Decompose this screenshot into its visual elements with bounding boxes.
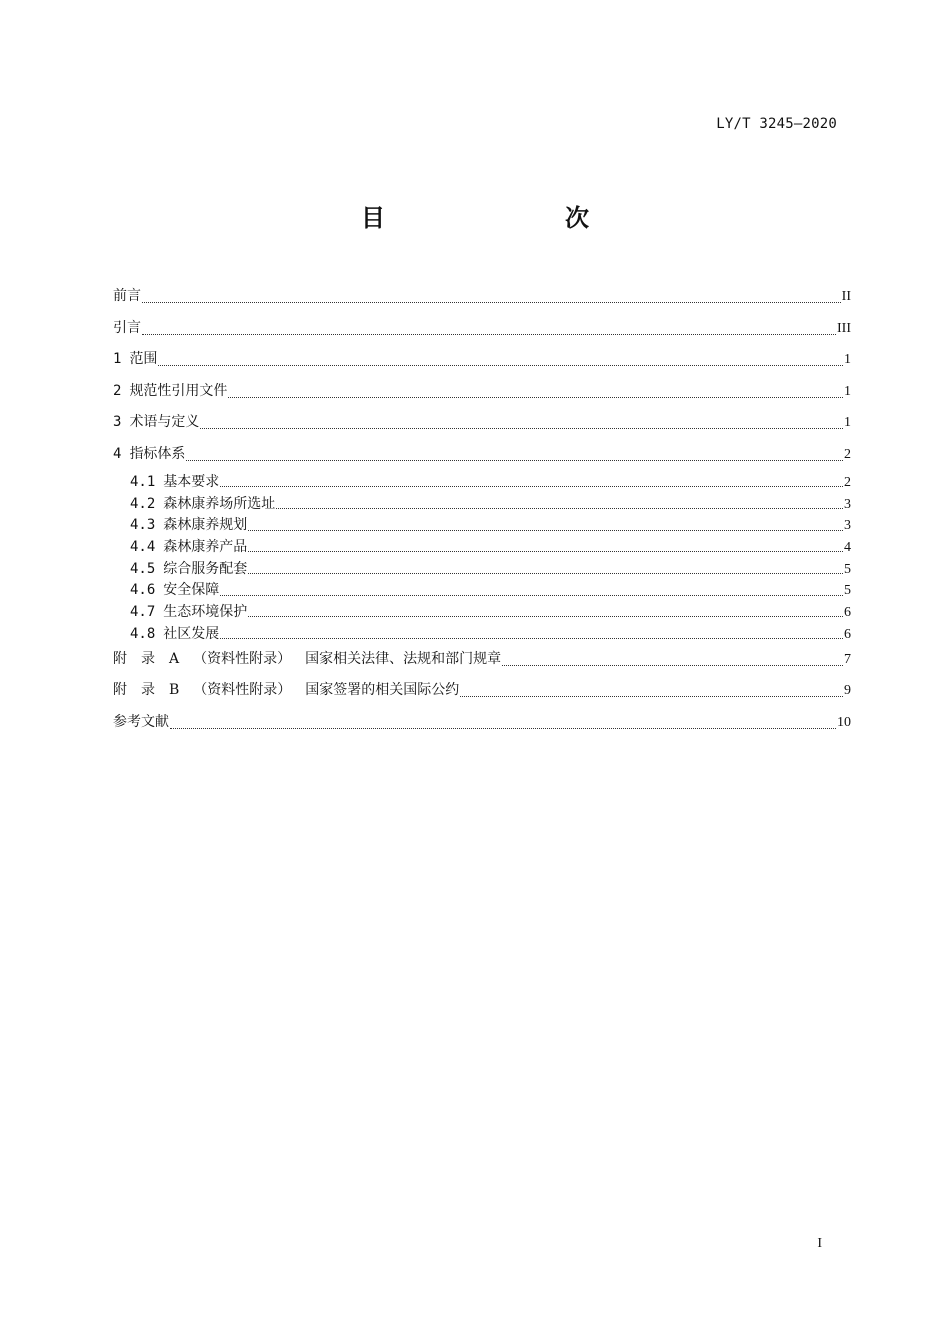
toc-entry-terms[interactable] bbox=[113, 409, 851, 441]
toc-entry-4-7[interactable] bbox=[113, 602, 851, 624]
toc-page-number: 10 bbox=[837, 714, 851, 730]
toc-page-number: 1 bbox=[844, 352, 851, 367]
appendix-title: 国家签署的相关国际公约 bbox=[305, 682, 460, 698]
section-number: 4.3 bbox=[130, 517, 156, 534]
toc-entry-4-3[interactable] bbox=[113, 515, 851, 537]
toc-label bbox=[113, 646, 501, 672]
toc-page-number: II bbox=[841, 289, 851, 304]
section-title: 森林康养产品 bbox=[163, 539, 248, 556]
dot-leader bbox=[220, 638, 843, 639]
toc-entry-4-6[interactable] bbox=[113, 580, 851, 602]
toc-label: 参考文献 bbox=[113, 713, 169, 730]
section-title: 规范性引用文件 bbox=[129, 382, 228, 399]
appendix-prefix: 附 录 B bbox=[113, 682, 180, 698]
toc-label bbox=[113, 409, 199, 435]
toc-entry-4-4[interactable] bbox=[113, 537, 851, 559]
section-title: 基本要求 bbox=[163, 474, 220, 490]
toc-entry-4-2[interactable] bbox=[113, 494, 851, 516]
toc-label: 前言 bbox=[113, 288, 141, 304]
toc-entry-4-8[interactable] bbox=[113, 624, 851, 646]
toc-label bbox=[130, 624, 219, 644]
toc-page-number: 1 bbox=[844, 383, 851, 399]
toc-label bbox=[113, 441, 185, 467]
toc-entry-appendix-a[interactable] bbox=[113, 646, 851, 678]
section-title: 指标体系 bbox=[129, 445, 186, 462]
section-number: 4.1 bbox=[130, 474, 156, 490]
toc-entry-4-5[interactable] bbox=[113, 559, 851, 581]
toc-page-number: 4 bbox=[844, 540, 851, 556]
dot-leader bbox=[502, 665, 843, 666]
toc-label bbox=[113, 677, 459, 703]
toc-page-number: 3 bbox=[844, 496, 851, 512]
toc-page-number: 6 bbox=[844, 605, 851, 621]
dot-leader bbox=[276, 508, 843, 509]
section-number: 2 bbox=[113, 382, 122, 399]
toc-entry-preface[interactable] bbox=[113, 283, 851, 315]
toc-page-number: 3 bbox=[844, 518, 851, 534]
dot-leader bbox=[220, 486, 843, 487]
section-number: 4.2 bbox=[130, 495, 156, 512]
section-title: 术语与定义 bbox=[129, 414, 200, 430]
toc-entry-references[interactable] bbox=[113, 709, 851, 741]
section-number: 4.4 bbox=[130, 539, 156, 556]
appendix-prefix: 附 录 A bbox=[113, 650, 180, 667]
toc-label bbox=[130, 537, 247, 557]
appendix-title: 国家相关法律、法规和部门规章 bbox=[305, 650, 502, 667]
toc-entry-intro[interactable] bbox=[113, 315, 851, 347]
toc-page-number: 1 bbox=[844, 415, 851, 430]
section-number: 3 bbox=[113, 414, 122, 430]
toc-page-number: III bbox=[837, 320, 851, 336]
toc-label bbox=[130, 515, 247, 535]
dot-leader bbox=[248, 530, 843, 531]
dot-leader bbox=[220, 595, 843, 596]
section-title: 安全保障 bbox=[163, 582, 220, 599]
dot-leader bbox=[142, 334, 836, 335]
section-number: 4.7 bbox=[130, 604, 156, 621]
toc-page-number: 2 bbox=[844, 446, 851, 462]
toc-page-number: 9 bbox=[844, 683, 851, 698]
standard-code: LY/T 3245—2020 bbox=[716, 116, 837, 132]
section-title: 生态环境保护 bbox=[163, 604, 248, 621]
dot-leader bbox=[248, 551, 843, 552]
section-number: 4 bbox=[113, 445, 122, 462]
toc-page-number: 5 bbox=[844, 561, 851, 577]
toc-page-number: 6 bbox=[844, 626, 851, 642]
dot-leader bbox=[142, 302, 841, 303]
table-of-contents bbox=[113, 283, 851, 740]
toc-entry-4-1[interactable] bbox=[113, 472, 851, 494]
toc-label bbox=[130, 559, 247, 579]
toc-label bbox=[113, 378, 227, 404]
toc-page-number: 5 bbox=[844, 583, 851, 599]
dot-leader bbox=[460, 696, 843, 697]
toc-label bbox=[113, 346, 157, 372]
toc-label bbox=[130, 472, 219, 492]
toc-label bbox=[130, 602, 247, 622]
section-number: 1 bbox=[113, 351, 122, 367]
toc-entry-indicator-system[interactable] bbox=[113, 441, 851, 473]
toc-page-number: 7 bbox=[844, 651, 851, 667]
section-title: 范围 bbox=[129, 351, 158, 367]
footer-page-number: I bbox=[817, 1236, 822, 1251]
dot-leader bbox=[228, 397, 843, 398]
toc-page-number: 2 bbox=[844, 475, 851, 490]
toc-label bbox=[130, 494, 275, 514]
section-title: 森林康养场所选址 bbox=[163, 495, 276, 512]
dot-leader bbox=[200, 428, 843, 429]
section-title: 综合服务配套 bbox=[163, 560, 248, 577]
section-number: 4.8 bbox=[130, 625, 156, 642]
appendix-type: （资料性附录） bbox=[193, 682, 292, 698]
page-title: 目 次 bbox=[361, 204, 633, 232]
appendix-type: （资料性附录） bbox=[193, 650, 292, 667]
section-title: 森林康养规划 bbox=[163, 517, 248, 534]
dot-leader bbox=[248, 573, 843, 574]
dot-leader bbox=[158, 365, 843, 366]
section-title: 社区发展 bbox=[163, 625, 220, 642]
toc-label: 引言 bbox=[113, 319, 141, 336]
section-number: 4.5 bbox=[130, 560, 156, 577]
toc-entry-scope[interactable] bbox=[113, 346, 851, 378]
dot-leader bbox=[248, 616, 843, 617]
toc-label bbox=[130, 580, 219, 600]
dot-leader bbox=[186, 460, 843, 461]
dot-leader bbox=[170, 728, 836, 729]
toc-entry-appendix-b[interactable] bbox=[113, 677, 851, 709]
toc-entry-normative-references[interactable] bbox=[113, 378, 851, 410]
section-number: 4.6 bbox=[130, 582, 156, 599]
